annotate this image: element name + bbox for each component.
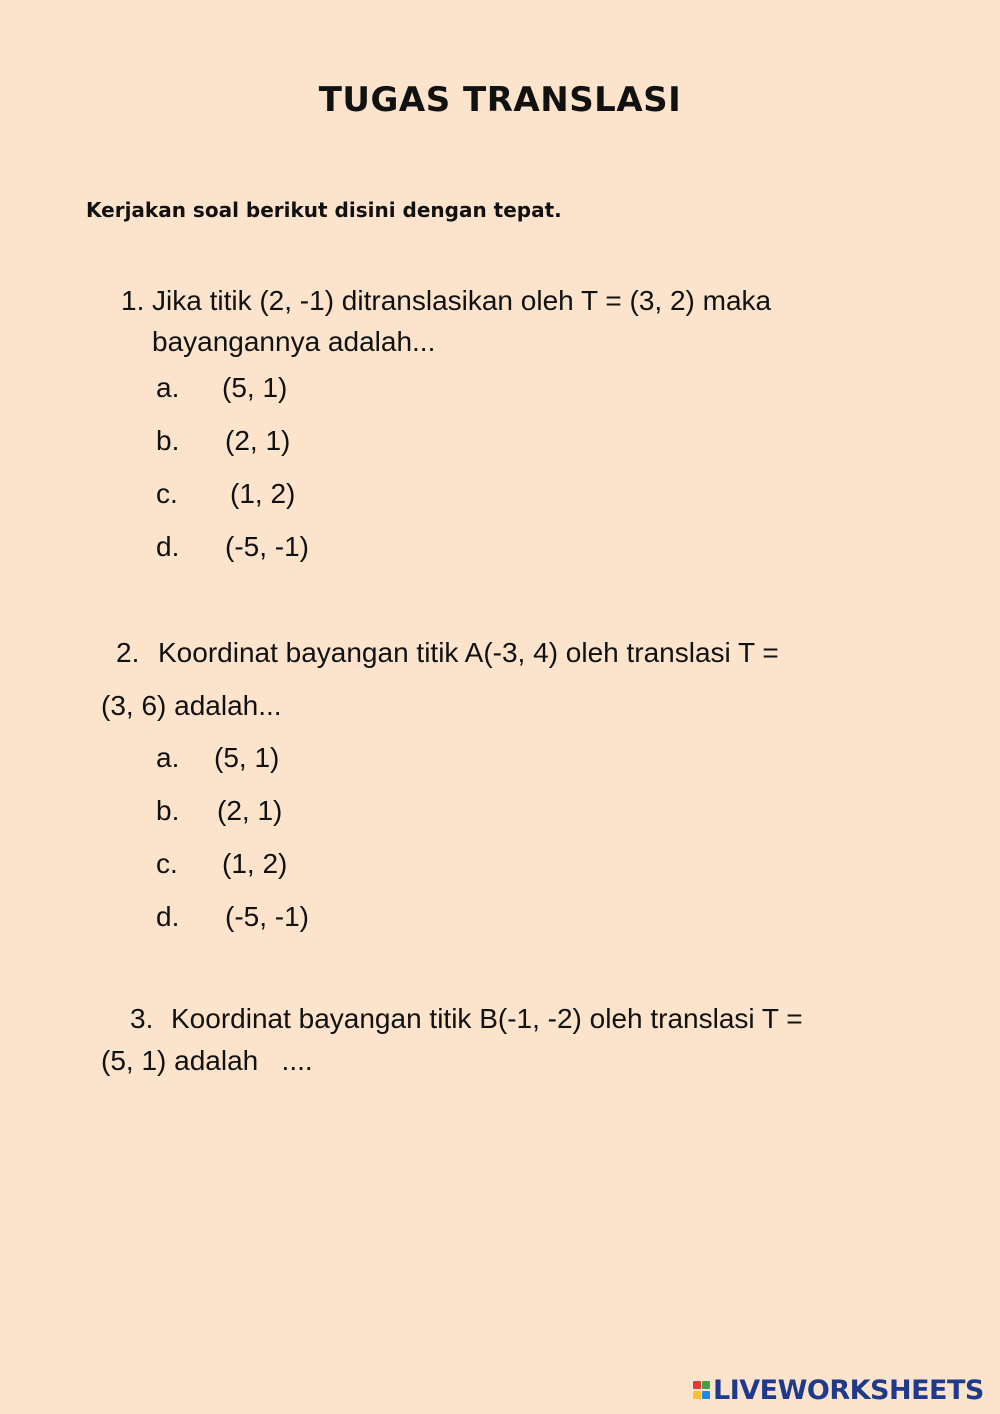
option-letter: a. — [156, 372, 180, 403]
option-value: (2, 1) — [217, 795, 283, 826]
question-text-line1: Jika titik (2, -1) ditranslasikan oleh T = (3, 2) maka — [152, 285, 772, 316]
question-number: 2. — [116, 637, 140, 668]
option-letter: c. — [156, 478, 178, 509]
question-text-line2: (5, 1) adalah .... — [101, 1045, 313, 1076]
option-value: (-5, -1) — [225, 531, 309, 562]
liveworksheets-logo — [693, 1374, 984, 1406]
question-number: 3. — [130, 1003, 154, 1034]
question-text-line1: Koordinat bayangan titik B(-1, -2) oleh translasi T = — [171, 1003, 803, 1034]
liveworksheets-logo-icon — [693, 1377, 711, 1403]
option-letter: d. — [156, 901, 180, 932]
question-number: 1. — [121, 285, 145, 316]
option-letter: c. — [156, 848, 178, 879]
instruction-text: Kerjakan soal berikut disini dengan tepat. — [86, 198, 562, 222]
liveworksheets-logo-text: LIVEWORKSHEETS — [713, 1374, 984, 1406]
option-letter: d. — [156, 531, 180, 562]
option-value: (5, 1) — [222, 372, 288, 403]
option-value: (-5, -1) — [225, 901, 309, 932]
option-value: (2, 1) — [225, 425, 291, 456]
option-value: (5, 1) — [214, 742, 280, 773]
option-value: (1, 2) — [230, 478, 296, 509]
option-letter: a. — [156, 742, 180, 773]
question-text-line1: Koordinat bayangan titik A(-3, 4) oleh translasi T = — [158, 637, 779, 668]
option-value: (1, 2) — [222, 848, 288, 879]
option-letter: b. — [156, 425, 180, 456]
question-text-line2: bayangannya adalah... — [152, 326, 436, 357]
question-text-line2: (3, 6) adalah... — [101, 690, 282, 721]
page-title: TUGAS TRANSLASI — [318, 80, 682, 120]
option-letter: b. — [156, 795, 180, 826]
